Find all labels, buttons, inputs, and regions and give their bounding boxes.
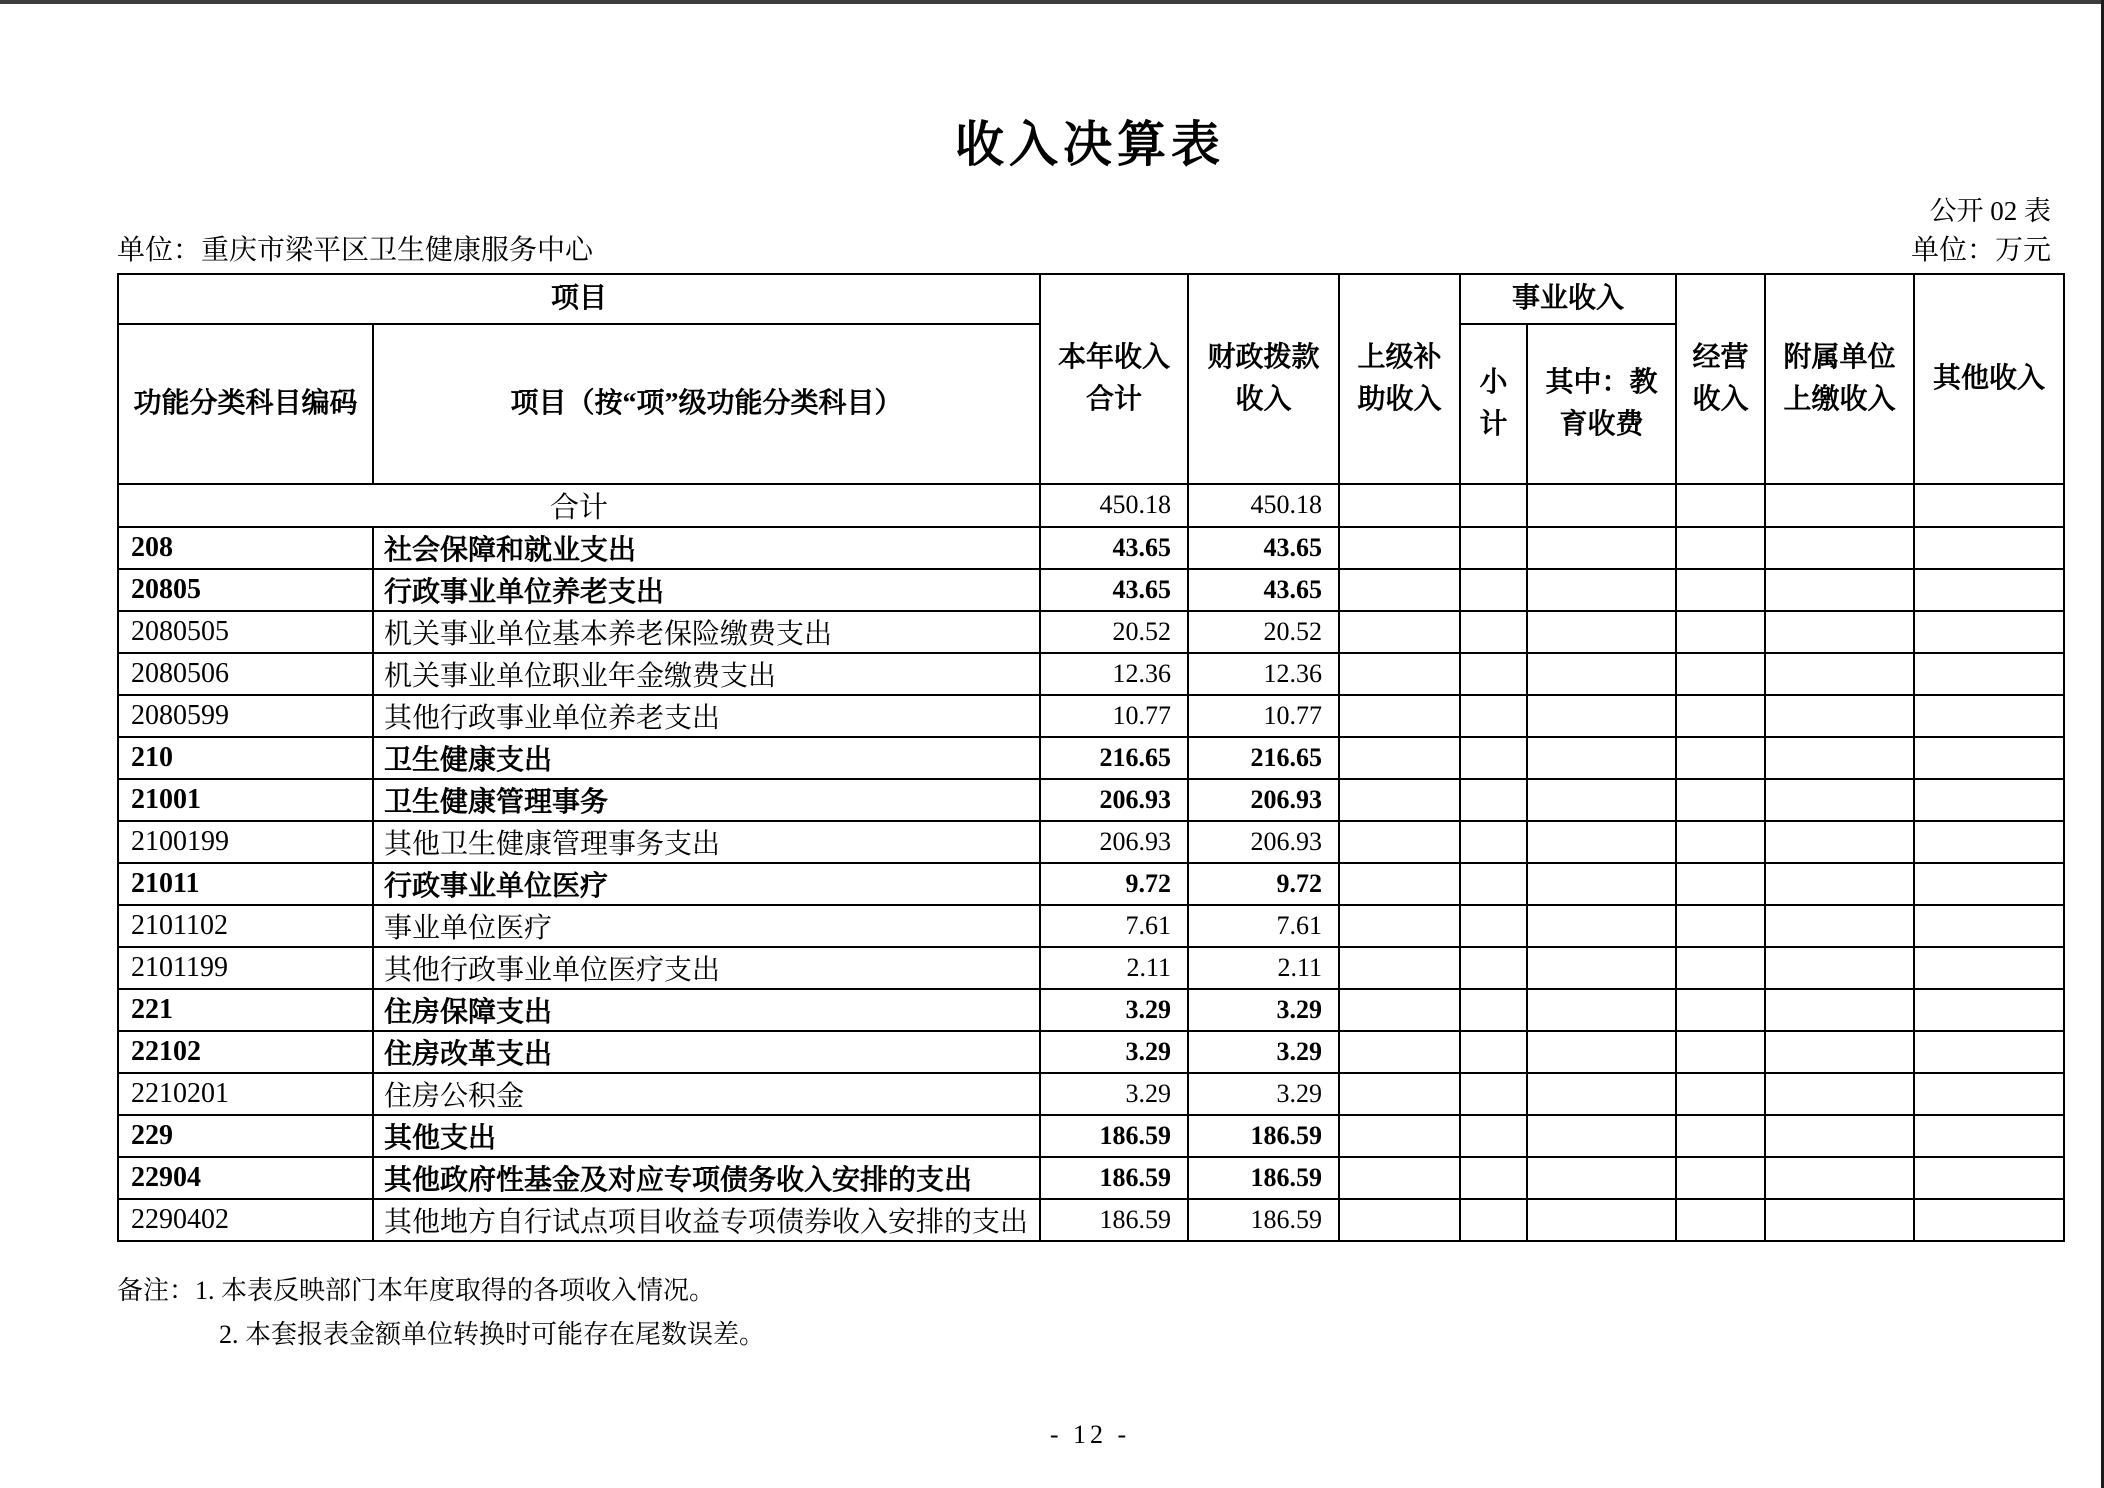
row-fiscal-cell: 216.65 [1188, 737, 1339, 779]
row-code-cell: 2080599 [118, 695, 373, 737]
row-year-total-cell: 216.65 [1040, 737, 1188, 779]
row-education-cell [1527, 1031, 1676, 1073]
table-row [118, 737, 2064, 779]
total-row-affiliated-cell [1765, 484, 1914, 527]
row-fiscal-cell: 3.29 [1188, 1031, 1339, 1073]
row-code-cell: 208 [118, 527, 373, 569]
row-affiliated-cell [1765, 1157, 1914, 1199]
row-year-total-cell: 43.65 [1040, 527, 1188, 569]
row-operating-cell [1676, 611, 1765, 653]
row-education-cell [1527, 527, 1676, 569]
row-item-cell: 住房改革支出 [373, 1031, 1040, 1073]
row-subtotal-cell [1460, 1115, 1527, 1157]
row-year-total-cell: 20.52 [1040, 611, 1188, 653]
total-row-operating-cell [1676, 484, 1765, 527]
table-row [118, 947, 2064, 989]
row-affiliated-cell [1765, 779, 1914, 821]
fiscal-allocation-header: 财政拨款收入 [1188, 274, 1339, 484]
notes-block [117, 1275, 2063, 1349]
row-subtotal-cell [1460, 779, 1527, 821]
table-row [118, 695, 2064, 737]
row-operating-cell [1676, 905, 1765, 947]
row-affiliated-cell [1765, 611, 1914, 653]
row-item-cell: 卫生健康管理事务 [373, 779, 1040, 821]
row-code-cell: 210 [118, 737, 373, 779]
row-superior-cell [1339, 821, 1460, 863]
unit-row [117, 234, 2063, 266]
row-superior-cell [1339, 863, 1460, 905]
row-education-cell [1527, 1199, 1676, 1241]
row-code-cell: 229 [118, 1115, 373, 1157]
row-superior-cell [1339, 1199, 1460, 1241]
row-superior-cell [1339, 527, 1460, 569]
total-row-education-cell [1527, 484, 1676, 527]
form-code-label: 公开 02 表 [1929, 195, 2051, 226]
affiliated-remittance-header: 附属单位上缴收入 [1765, 274, 1914, 484]
row-affiliated-cell [1765, 1199, 1914, 1241]
row-subtotal-cell [1460, 527, 1527, 569]
row-item-cell: 机关事业单位基本养老保险缴费支出 [373, 611, 1040, 653]
total-row-superior-cell [1339, 484, 1460, 527]
row-item-cell: 其他地方自行试点项目收益专项债券收入安排的支出 [373, 1199, 1040, 1241]
row-education-cell [1527, 1073, 1676, 1115]
table-row [118, 527, 2064, 569]
row-education-cell [1527, 611, 1676, 653]
row-item-cell: 其他政府性基金及对应专项债务收入安排的支出 [373, 1157, 1040, 1199]
row-fiscal-cell: 7.61 [1188, 905, 1339, 947]
row-subtotal-cell [1460, 569, 1527, 611]
row-other-cell [1914, 863, 2064, 905]
row-year-total-cell: 3.29 [1040, 1031, 1188, 1073]
row-other-cell [1914, 1115, 2064, 1157]
row-operating-cell [1676, 863, 1765, 905]
row-operating-cell [1676, 947, 1765, 989]
row-code-cell: 2080506 [118, 653, 373, 695]
row-fiscal-cell: 186.59 [1188, 1157, 1339, 1199]
row-year-total-cell: 3.29 [1040, 1073, 1188, 1115]
row-affiliated-cell [1765, 821, 1914, 863]
row-year-total-cell: 7.61 [1040, 905, 1188, 947]
row-education-cell [1527, 863, 1676, 905]
row-operating-cell [1676, 569, 1765, 611]
row-other-cell [1914, 989, 2064, 1031]
row-subtotal-cell [1460, 947, 1527, 989]
row-subtotal-cell [1460, 1157, 1527, 1199]
row-affiliated-cell [1765, 1115, 1914, 1157]
row-other-cell [1914, 1073, 2064, 1115]
row-superior-cell [1339, 611, 1460, 653]
row-item-cell: 其他行政事业单位医疗支出 [373, 947, 1040, 989]
row-affiliated-cell [1765, 527, 1914, 569]
row-education-cell [1527, 821, 1676, 863]
row-other-cell [1914, 653, 2064, 695]
table-row [118, 653, 2064, 695]
row-year-total-cell: 206.93 [1040, 821, 1188, 863]
row-education-cell [1527, 737, 1676, 779]
row-affiliated-cell [1765, 905, 1914, 947]
superior-subsidy-header: 上级补助收入 [1339, 274, 1460, 484]
table-body [118, 484, 2064, 1241]
row-year-total-cell: 186.59 [1040, 1157, 1188, 1199]
row-affiliated-cell [1765, 569, 1914, 611]
row-fiscal-cell: 206.93 [1188, 779, 1339, 821]
row-code-cell: 21001 [118, 779, 373, 821]
row-subtotal-cell [1460, 737, 1527, 779]
row-superior-cell [1339, 653, 1460, 695]
row-code-cell: 221 [118, 989, 373, 1031]
row-superior-cell [1339, 1157, 1460, 1199]
row-year-total-cell: 186.59 [1040, 1199, 1188, 1241]
row-other-cell [1914, 737, 2064, 779]
row-subtotal-cell [1460, 1199, 1527, 1241]
row-year-total-cell: 186.59 [1040, 1115, 1188, 1157]
row-operating-cell [1676, 1157, 1765, 1199]
row-item-cell: 住房保障支出 [373, 989, 1040, 1031]
row-operating-cell [1676, 989, 1765, 1031]
education-fee-header: 其中：教育收费 [1527, 324, 1676, 484]
row-operating-cell [1676, 737, 1765, 779]
page-title: 收入决算表 [954, 117, 1225, 172]
row-subtotal-cell [1460, 905, 1527, 947]
row-education-cell [1527, 989, 1676, 1031]
table-row [118, 989, 2064, 1031]
row-fiscal-cell: 9.72 [1188, 863, 1339, 905]
row-affiliated-cell [1765, 947, 1914, 989]
row-year-total-cell: 10.77 [1040, 695, 1188, 737]
page-number: - 12 - [1049, 1420, 1131, 1449]
header-row-1 [118, 274, 2064, 324]
row-item-cell: 机关事业单位职业年金缴费支出 [373, 653, 1040, 695]
row-fiscal-cell: 12.36 [1188, 653, 1339, 695]
row-other-cell [1914, 821, 2064, 863]
row-superior-cell [1339, 905, 1460, 947]
row-fiscal-cell: 3.29 [1188, 1073, 1339, 1115]
row-subtotal-cell [1460, 989, 1527, 1031]
row-item-cell: 社会保障和就业支出 [373, 527, 1040, 569]
row-year-total-cell: 3.29 [1040, 989, 1188, 1031]
table-row [118, 821, 2064, 863]
row-operating-cell [1676, 695, 1765, 737]
function-code-header: 功能分类科目编码 [118, 324, 373, 484]
table-row [118, 1115, 2064, 1157]
row-affiliated-cell [1765, 989, 1914, 1031]
row-affiliated-cell [1765, 737, 1914, 779]
row-subtotal-cell [1460, 863, 1527, 905]
row-superior-cell [1339, 1073, 1460, 1115]
table-row [118, 1031, 2064, 1073]
row-operating-cell [1676, 1073, 1765, 1115]
row-code-cell: 20805 [118, 569, 373, 611]
row-item-cell: 其他卫生健康管理事务支出 [373, 821, 1040, 863]
row-subtotal-cell [1460, 1073, 1527, 1115]
table-row [118, 779, 2064, 821]
table-row [118, 1199, 2064, 1241]
operating-income-header: 经营收入 [1676, 274, 1765, 484]
row-superior-cell [1339, 1031, 1460, 1073]
row-subtotal-cell [1460, 653, 1527, 695]
total-row-other-cell [1914, 484, 2064, 527]
note-line-2: 2. 本套报表金额单位转换时可能存在尾数误差。 [219, 1319, 766, 1349]
row-code-cell: 21011 [118, 863, 373, 905]
row-subtotal-cell [1460, 1031, 1527, 1073]
row-other-cell [1914, 695, 2064, 737]
row-superior-cell [1339, 779, 1460, 821]
business-income-group-header: 事业收入 [1460, 274, 1676, 324]
row-other-cell [1914, 1031, 2064, 1073]
table-row [118, 905, 2064, 947]
row-education-cell [1527, 779, 1676, 821]
row-education-cell [1527, 1115, 1676, 1157]
row-year-total-cell: 12.36 [1040, 653, 1188, 695]
row-other-cell [1914, 611, 2064, 653]
table-header [118, 274, 2064, 484]
org-unit-label: 单位：重庆市梁平区卫生健康服务中心 [117, 234, 594, 266]
row-code-cell: 2290402 [118, 1199, 373, 1241]
total-row-fiscal: 450.18 [1188, 484, 1339, 527]
row-other-cell [1914, 779, 2064, 821]
row-education-cell [1527, 1157, 1676, 1199]
row-code-cell: 2101102 [118, 905, 373, 947]
row-superior-cell [1339, 569, 1460, 611]
row-superior-cell [1339, 1115, 1460, 1157]
row-affiliated-cell [1765, 1031, 1914, 1073]
row-operating-cell [1676, 821, 1765, 863]
row-education-cell [1527, 947, 1676, 989]
row-other-cell [1914, 1157, 2064, 1199]
row-item-cell: 行政事业单位养老支出 [373, 569, 1040, 611]
row-item-cell: 行政事业单位医疗 [373, 863, 1040, 905]
row-fiscal-cell: 10.77 [1188, 695, 1339, 737]
row-fiscal-cell: 43.65 [1188, 527, 1339, 569]
row-operating-cell [1676, 653, 1765, 695]
note-line-1: 备注：1. 本表反映部门本年度取得的各项收入情况。 [117, 1275, 716, 1305]
row-other-cell [1914, 527, 2064, 569]
row-year-total-cell: 9.72 [1040, 863, 1188, 905]
row-operating-cell [1676, 1115, 1765, 1157]
table-row [118, 863, 2064, 905]
row-code-cell: 2080505 [118, 611, 373, 653]
row-superior-cell [1339, 695, 1460, 737]
row-year-total-cell: 43.65 [1040, 569, 1188, 611]
row-other-cell [1914, 905, 2064, 947]
row-item-cell: 事业单位医疗 [373, 905, 1040, 947]
row-other-cell [1914, 947, 2064, 989]
row-fiscal-cell: 186.59 [1188, 1199, 1339, 1241]
row-item-cell: 其他支出 [373, 1115, 1040, 1157]
row-fiscal-cell: 3.29 [1188, 989, 1339, 1031]
row-fiscal-cell: 20.52 [1188, 611, 1339, 653]
other-income-header: 其他收入 [1914, 274, 2064, 484]
document-page [117, 0, 2063, 1348]
income-final-accounts-table [117, 273, 2065, 1242]
total-row-year-total: 450.18 [1040, 484, 1188, 527]
row-affiliated-cell [1765, 653, 1914, 695]
row-superior-cell [1339, 989, 1460, 1031]
row-education-cell [1527, 569, 1676, 611]
row-item-cell: 其他行政事业单位养老支出 [373, 695, 1040, 737]
row-affiliated-cell [1765, 863, 1914, 905]
table-row [118, 1157, 2064, 1199]
row-fiscal-cell: 2.11 [1188, 947, 1339, 989]
row-superior-cell [1339, 947, 1460, 989]
row-operating-cell [1676, 1031, 1765, 1073]
row-year-total-cell: 206.93 [1040, 779, 1188, 821]
subtotal-header: 小计 [1460, 324, 1527, 484]
project-group-header: 项目 [118, 274, 1040, 324]
row-affiliated-cell [1765, 1073, 1914, 1115]
row-code-cell: 22904 [118, 1157, 373, 1199]
row-code-cell: 2210201 [118, 1073, 373, 1115]
item-name-header: 项目（按“项”级功能分类科目） [373, 324, 1040, 484]
year-total-header: 本年收入合计 [1040, 274, 1188, 484]
row-code-cell: 2101199 [118, 947, 373, 989]
row-fiscal-cell: 43.65 [1188, 569, 1339, 611]
row-code-cell: 2100199 [118, 821, 373, 863]
total-row [118, 484, 2064, 527]
row-education-cell [1527, 905, 1676, 947]
row-operating-cell [1676, 779, 1765, 821]
row-code-cell: 22102 [118, 1031, 373, 1073]
row-education-cell [1527, 653, 1676, 695]
row-operating-cell [1676, 1199, 1765, 1241]
table-row [118, 611, 2064, 653]
row-subtotal-cell [1460, 611, 1527, 653]
currency-unit-label: 单位：万元 [1910, 234, 2051, 266]
row-other-cell [1914, 569, 2064, 611]
row-other-cell [1914, 1199, 2064, 1241]
row-fiscal-cell: 186.59 [1188, 1115, 1339, 1157]
total-row-subtotal-cell [1460, 484, 1527, 527]
row-item-cell: 住房公积金 [373, 1073, 1040, 1115]
total-row-label: 合计 [118, 484, 1040, 527]
row-education-cell [1527, 695, 1676, 737]
row-operating-cell [1676, 527, 1765, 569]
row-subtotal-cell [1460, 695, 1527, 737]
row-superior-cell [1339, 737, 1460, 779]
row-subtotal-cell [1460, 821, 1527, 863]
table-row [118, 569, 2064, 611]
row-year-total-cell: 2.11 [1040, 947, 1188, 989]
row-affiliated-cell [1765, 695, 1914, 737]
row-fiscal-cell: 206.93 [1188, 821, 1339, 863]
table-row [118, 1073, 2064, 1115]
row-item-cell: 卫生健康支出 [373, 737, 1040, 779]
